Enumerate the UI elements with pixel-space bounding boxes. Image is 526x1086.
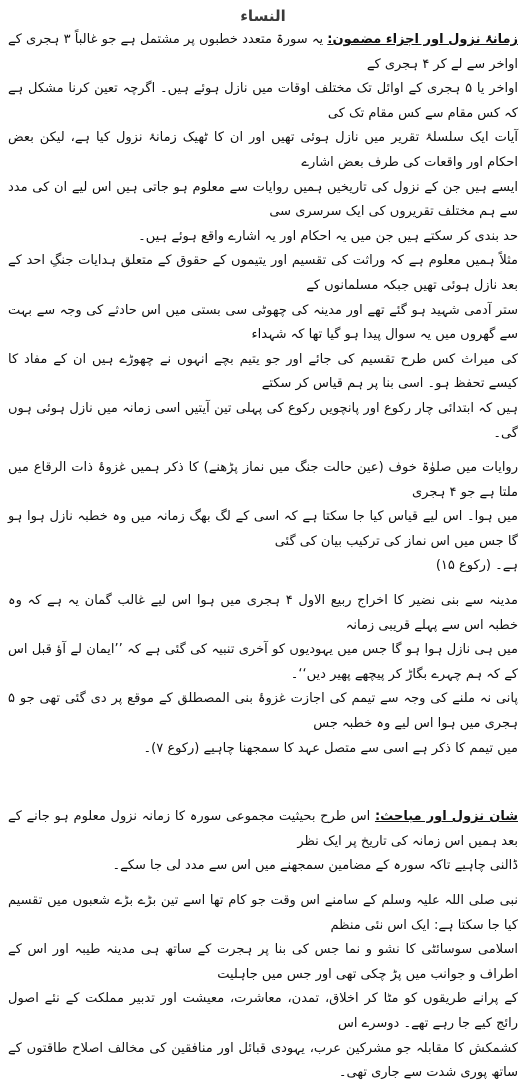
spacer [8,579,518,589]
paragraph-revelation-period [8,28,518,249]
text-line: حد بندی کر سکتے ہیں جن میں یہ احکام اور یہ اشارے واقع ہوئے ہیں۔ [138,228,518,244]
text-line: آیات ایک سلسلۂ تقریر میں نازل ہوئی تھیں اور ان کا ٹھیک زمانۂ نزول کیا ہے، لیکن بعض احکام اور واقعات کی طرف بعض اشارے [8,130,518,170]
spacer [8,879,518,889]
text-line: روایات میں صلوٰۃ خوف (عین حالت جنگ میں نماز پڑھنے) کا ذکر ہمیں غزوۂ ذات الرقاع میں ملتا ہے جو ۴ ہجری [8,460,518,500]
text-line: کی میراث کس طرح تقسیم کی جائے اور جو یتیم بچے انہوں نے چھوڑے ہیں ان کے مفاد کا کیسے تحفظ ہو۔ اسی بنا پر ہم قیاس کر سکتے [8,351,518,392]
spacer [8,761,518,805]
text-line: کے پرانے طریقوں کو مٹا کر اخلاق، تمدن، معاشرت، معیشت اور تدبیر مملکت کے نئے اصول رائج کیے جا رہے تھے۔ دوسرے اس [8,991,518,1031]
paragraph-banu-nadir [8,589,518,687]
text-line: میں تیمم کا ذکر ہے اسی سے متصل عہد کا سمجھنا چاہیے (رکوع ۷)۔ [143,740,518,756]
text-line: ہیں کہ ابتدائی چار رکوع اور پانچویں رکوع کی پہلی تین آیتیں اسی زمانہ میں نازل ہوئی ہوں گی۔ [8,400,518,441]
section-heading: شان نزول اور مباحث: [374,809,518,825]
section-heading: زمانۂ نزول اور اجزاء مضمون: [327,32,518,47]
line-text: یہ سورۃ متعدد خطبوں پر مشتمل ہے جو غالباً ۳ ہجری کے اواخر سے لے کر ۴ ہجری کے [8,32,518,72]
paragraph-three-fronts [8,889,518,1086]
text-line: پانی نہ ملنے کی وجہ سے تیمم کی اجازت غزوۂ بنی المصطلق کے موقع پر دی گئی تھی جو ۵ ہجری میں ہوا اس لیے وہ خطبہ جس [8,691,518,732]
line-text: اس طرح بحیثیت مجموعی سورہ کا زمانہ نزول معلوم ہو جانے کے بعد ہمیں اس زمانہ کی تاریخ پر ایک نظر [8,809,518,849]
text-line: مثلاً ہمیں معلوم ہے کہ وراثت کی تقسیم اور یتیموں کے حقوق کے متعلق ہدایات جنگِ احد کے بعد نازل ہوئی تھیں جبکہ مسلمانوں کے [8,253,518,293]
text-line: ہے۔ (رکوع ۱۵) [435,558,518,574]
paragraph-inheritance [8,249,518,446]
surah-title: النساء [240,7,286,25]
text-line: میں ہی نازل ہوا ہو گا جس میں یہودیوں کو آخری تنبیہ کی گئی ہے کہ ’’ایمان لے آؤ قبل اس کے کہ ہم چہرے بگاڑ کر پیچھے پھیر دیں‘‘۔ [8,642,518,682]
text-line: اسلامی سوسائٹی کا نشو و نما جس کی بنا پر ہجرت کے ساتھ ہی مدینہ طیبہ اور اس کے اطراف و جوانب میں پڑ چکی تھی اور جس میں جاہلیت [8,942,518,982]
text-line: میں ہوا۔ اس لیے قیاس کیا جا سکتا ہے کہ اسی کے لگ بھگ زمانہ میں وہ خطبہ نازل ہوا ہو گا جس میں اس نماز کی ترکیب بیان کی گئی [8,509,518,549]
text-line: نبی صلی اللہ علیہ وسلم کے سامنے اس وقت جو کام تھا اسے تین بڑے بڑے شعبوں میں تقسیم کیا جا سکتا ہے: ایک اس نئی منظم [8,893,518,933]
text-line: اواخر یا ۵ ہجری کے اوائل تک مختلف اوقات میں نازل ہوئے ہیں۔ اگرچہ تعین کرنا مشکل ہے کہ کس مقام سے کس مقام تک کی [8,81,518,121]
spacer [8,446,518,456]
text-line [8,28,518,77]
text-line: مدینہ سے بنی نضیر کا اخراج ربیع الاول ۴ ہجری میں ہوا اس لیے غالب گمان یہ ہے کہ وہ خطبہ اس سے پہلے قریبی زمانہ [8,593,518,633]
text-line [8,805,518,854]
text-line: ستر آدمی شہید ہو گئے تھے اور مدینہ کی چھوٹی سی بستی میں اس حادثے کی وجہ سے بہت سے گھروں میں یہ سوال پیدا ہو گیا تھا کہ شہداء [8,302,518,343]
text-line: ڈالنی چاہیے تاکہ سورہ کے مضامین سمجھنے میں اس سے مدد لی جا سکے۔ [112,858,518,874]
text-line: کشمکش کا مقابلہ جو مشرکین عرب، یہودی قبائل اور منافقین کی مخالف اصلاح طاقتوں کے ساتھ پوری شدت سے جاری تھی۔ [8,1040,518,1081]
paragraph-tayammum [8,687,518,761]
paragraph-fear-prayer [8,456,518,579]
paragraph-background [8,805,518,879]
text-line: ایسے ہیں جن کے نزول کی تاریخیں ہمیں روایات سے معلوم ہو جاتی ہیں اس لیے ان کی مدد سے ہم مختلف تقریروں کی ایک سرسری سی [8,179,518,220]
